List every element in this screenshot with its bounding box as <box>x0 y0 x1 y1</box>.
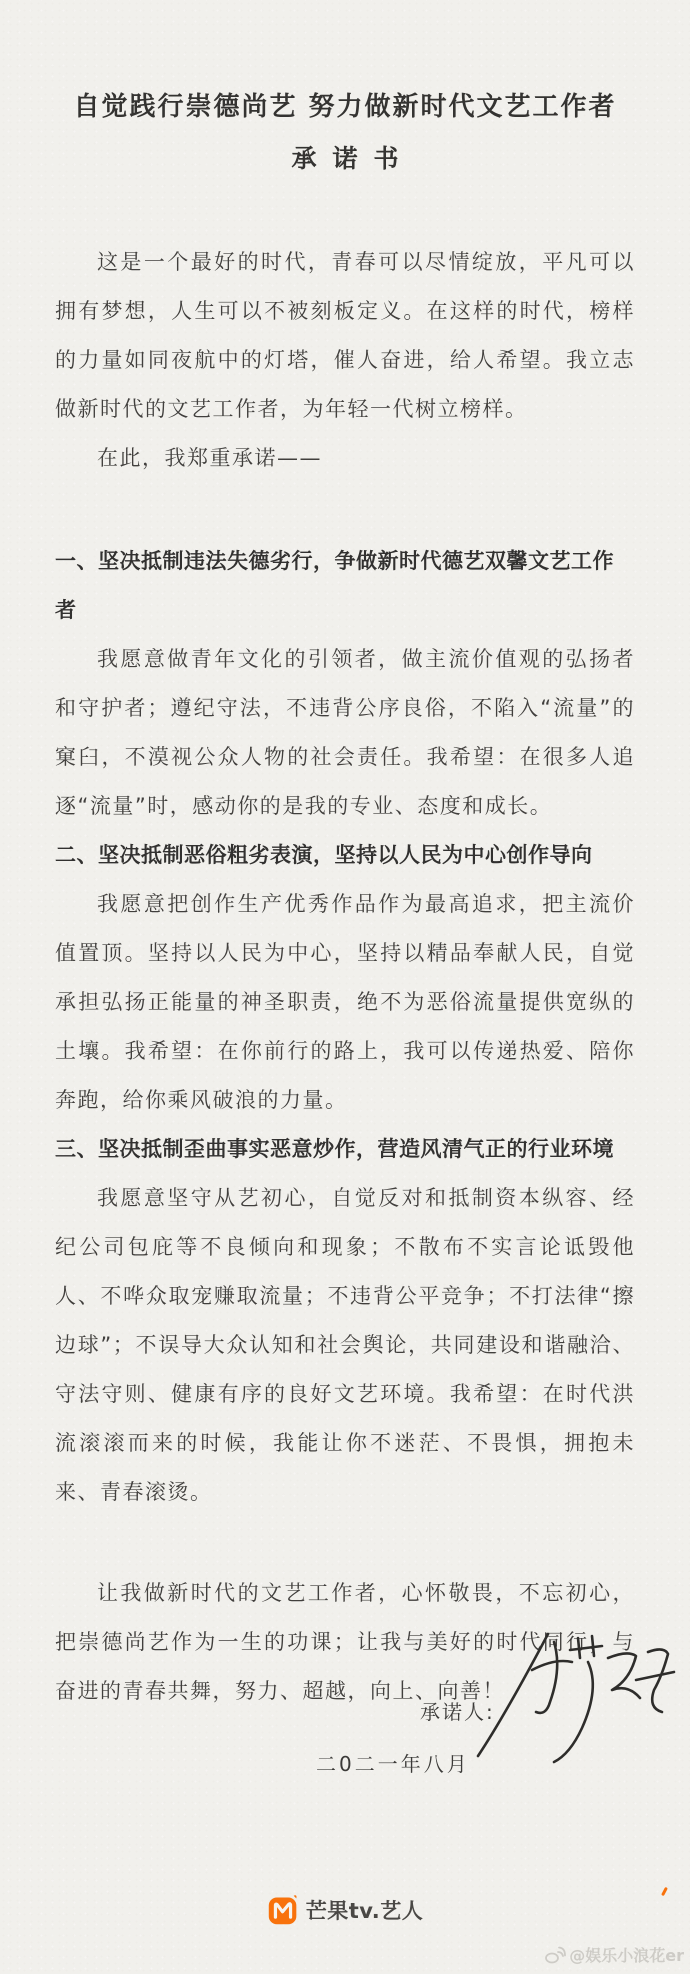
intro-paragraph-1: 这是一个最好的时代，青春可以尽情绽放，平凡可以拥有梦想，人生可以不被刻板定义。在这样的时代，榜样的力量如同夜航中的灯塔，催人奋进，给人希望。我立志做新时代的文艺工作者，为年轻一代树立榜样。 <box>55 250 635 421</box>
footer-logo-text: 芒果tv.艺人 <box>305 1899 424 1923</box>
section-1 <box>55 537 635 831</box>
section-2-body: 我愿意把创作生产优秀作品作为最高追求，把主流价值置顶。坚持以人民为中心，坚持以精品奉献人民，自觉承担弘扬正能量的神圣职责，绝不为恶俗流量提供宽纵的土壤。我希望：在你前行的路上，我可以传递热爱、陪你奔跑，给你乘风破浪的力量。 <box>55 892 635 1112</box>
section-3-heading: 三、坚决抵制歪曲事实恶意炒作，营造风清气正的行业环境 <box>55 1137 614 1161</box>
watermark <box>544 1943 684 1966</box>
section-1-heading: 一、坚决抵制违法失德劣行，争做新时代德艺双馨文艺工作者 <box>55 549 614 622</box>
weibo-icon <box>544 1945 566 1965</box>
watermark-text: @娱乐小浪花er <box>569 1946 684 1965</box>
intro-paragraphs <box>55 238 635 483</box>
mango-tv-logo-icon <box>267 1894 299 1926</box>
section-2 <box>55 831 635 1125</box>
section-3 <box>55 1125 635 1517</box>
logo-accent-mark <box>661 1887 668 1896</box>
intro-paragraph-2: 在此，我郑重承诺—— <box>97 446 322 470</box>
page-title: 自觉践行崇德尚艺 努力做新时代文艺工作者 <box>73 92 617 122</box>
footer-logo <box>0 1894 690 1926</box>
signature-block <box>0 1628 690 1768</box>
date-line: 二0二一年八月 <box>316 1752 470 1776</box>
section-1-body: 我愿意做青年文化的引领者，做主流价值观的弘扬者和守护者；遵纪守法，不违背公序良俗，不陷入“流量”的窠臼，不漠视公众人物的社会责任。我希望：在很多人追逐“流量”时，感动你的是我的专业、态度和成长。 <box>55 647 635 818</box>
handwritten-signature <box>470 1628 680 1768</box>
signature-label: 承诺人: <box>420 1700 495 1724</box>
page-subtitle: 承诺书 <box>291 144 415 173</box>
section-3-body: 我愿意坚守从艺初心，自觉反对和抵制资本纵容、经纪公司包庇等不良倾向和现象；不散布不实言论诋毁他人、不哗众取宠赚取流量；不违背公平竞争；不打法律“擦边球”；不误导大众认知和社会舆论，共同建设和谐融洽、守法守则、健康有序的良好文艺环境。我希望：在时代洪流滚滚而来的时候，我能让你不迷茫、不畏惧，拥抱未来、青春滚烫。 <box>55 1186 635 1504</box>
section-2-heading: 二、坚决抵制恶俗粗劣表演，坚持以人民为中心创作导向 <box>55 843 593 867</box>
closing-text: 让我做新时代的文艺工作者，心怀敬畏，不忘初心，把崇德尚艺作为一生的功课；让我与美好的时代同行，与奋进的青春共舞，努力、超越，向上、向善！ <box>55 1581 635 1703</box>
